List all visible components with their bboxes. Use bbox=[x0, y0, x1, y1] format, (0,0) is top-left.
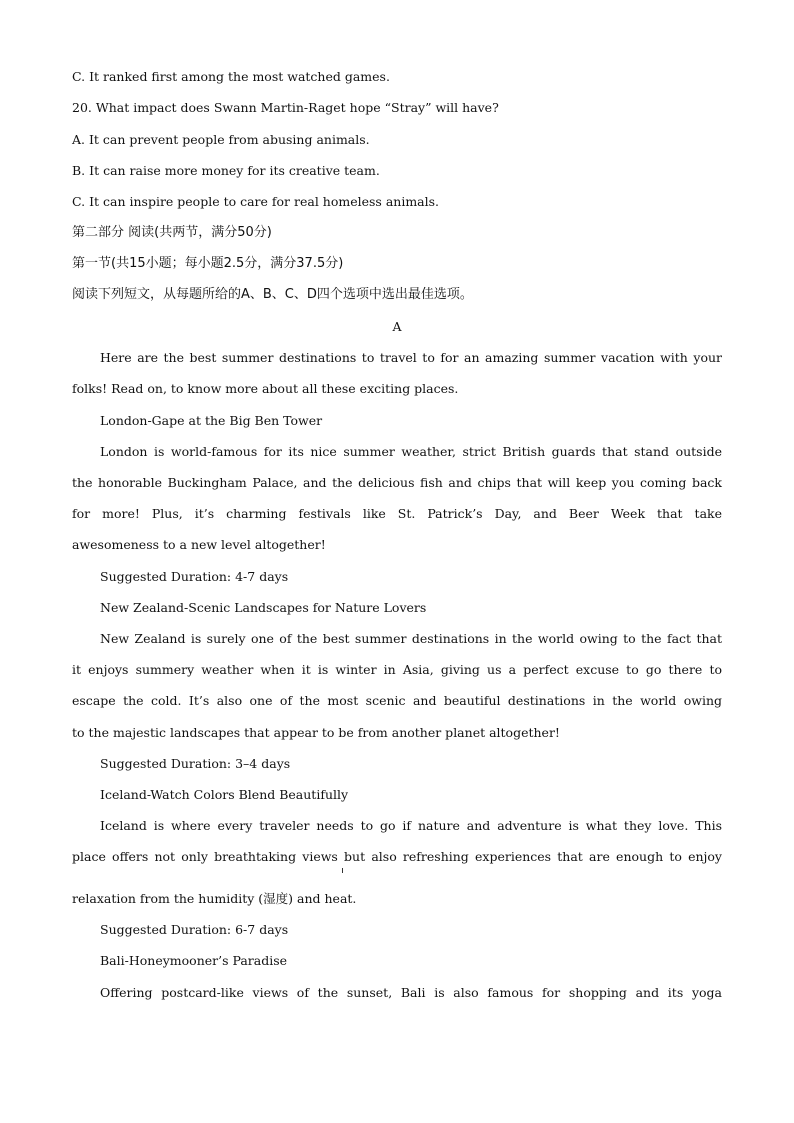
q20-option-a: A. It can prevent people from abusing animals. bbox=[72, 132, 370, 147]
new-zealand-line-1: New Zealand is surely one of the best summer destinations in the world owing to the fact that bbox=[100, 631, 722, 646]
london-line-3: for more! Plus, it’s charming festivals like St. Patrick’s Day, and Beer Week that take bbox=[72, 506, 722, 521]
london-line-1: London is world-famous for its nice summer weather, strict British guards that stand outside bbox=[100, 444, 722, 459]
iceland-title: Iceland-Watch Colors Blend Beautifully bbox=[100, 787, 349, 802]
reading-instruction: 阅读下列短文，从每题所给的A、B、C、D四个选项中选出最佳选项。 bbox=[72, 287, 473, 302]
q19-option-c: C. It ranked first among the most watched games. bbox=[72, 69, 390, 84]
new-zealand-line-4: to the majestic landscapes that appear to be from another planet altogether! bbox=[72, 725, 560, 740]
london-title: London-Gape at the Big Ben Tower bbox=[100, 413, 323, 428]
new-zealand-line-3: escape the cold. It’s also one of the most scenic and beautiful destinations in the world owing bbox=[72, 693, 722, 708]
bali-title: Bali-Honeymooner’s Paradise bbox=[100, 953, 288, 968]
london-duration: Suggested Duration: 4-7 days bbox=[100, 569, 289, 584]
iceland-line-1: Iceland is where every traveler needs to go if nature and adventure is what they love. This bbox=[100, 818, 722, 833]
passage-label: A bbox=[392, 319, 402, 334]
london-line-4: awesomeness to a new level altogether! bbox=[72, 537, 326, 552]
iceland-duration: Suggested Duration: 6-7 days bbox=[100, 922, 289, 937]
london-line-2: the honorable Buckingham Palace, and the delicious fish and chips that will keep you coming back bbox=[72, 475, 722, 490]
q20-option-c: C. It can inspire people to care for real homeless animals. bbox=[72, 194, 440, 209]
new-zealand-line-2: it enjoys summery weather when it is winter in Asia, giving us a perfect excuse to go there to bbox=[72, 662, 722, 677]
new-zealand-duration: Suggested Duration: 3–4 days bbox=[100, 756, 291, 771]
intro-line-1: Here are the best summer destinations to travel to for an amazing summer vacation with your bbox=[100, 350, 722, 365]
intro-line-2: folks! Read on, to know more about all these exciting places. bbox=[72, 381, 459, 396]
q20-option-b: B. It can raise more money for its creative team. bbox=[72, 163, 380, 178]
new-zealand-title: New Zealand-Scenic Landscapes for Nature Lovers bbox=[100, 600, 427, 615]
stray-mark bbox=[342, 868, 343, 873]
q20-stem: 20. What impact does Swann Martin-Raget hope “Stray” will have? bbox=[72, 100, 499, 115]
iceland-line-3: relaxation from the humidity (湿度) and heat. bbox=[72, 891, 357, 906]
section-one-heading: 第一节(共15小题；每小题2.5分，满分37.5分) bbox=[72, 256, 344, 271]
bali-line-1: Offering postcard-like views of the sunset, Bali is also famous for shopping and its yoga bbox=[100, 985, 722, 1000]
iceland-line-2: place offers not only breathtaking views but also refreshing experiences that are enough to enjoy bbox=[72, 849, 722, 864]
part-two-heading: 第二部分 阅读(共两节，满分50分) bbox=[72, 225, 272, 240]
